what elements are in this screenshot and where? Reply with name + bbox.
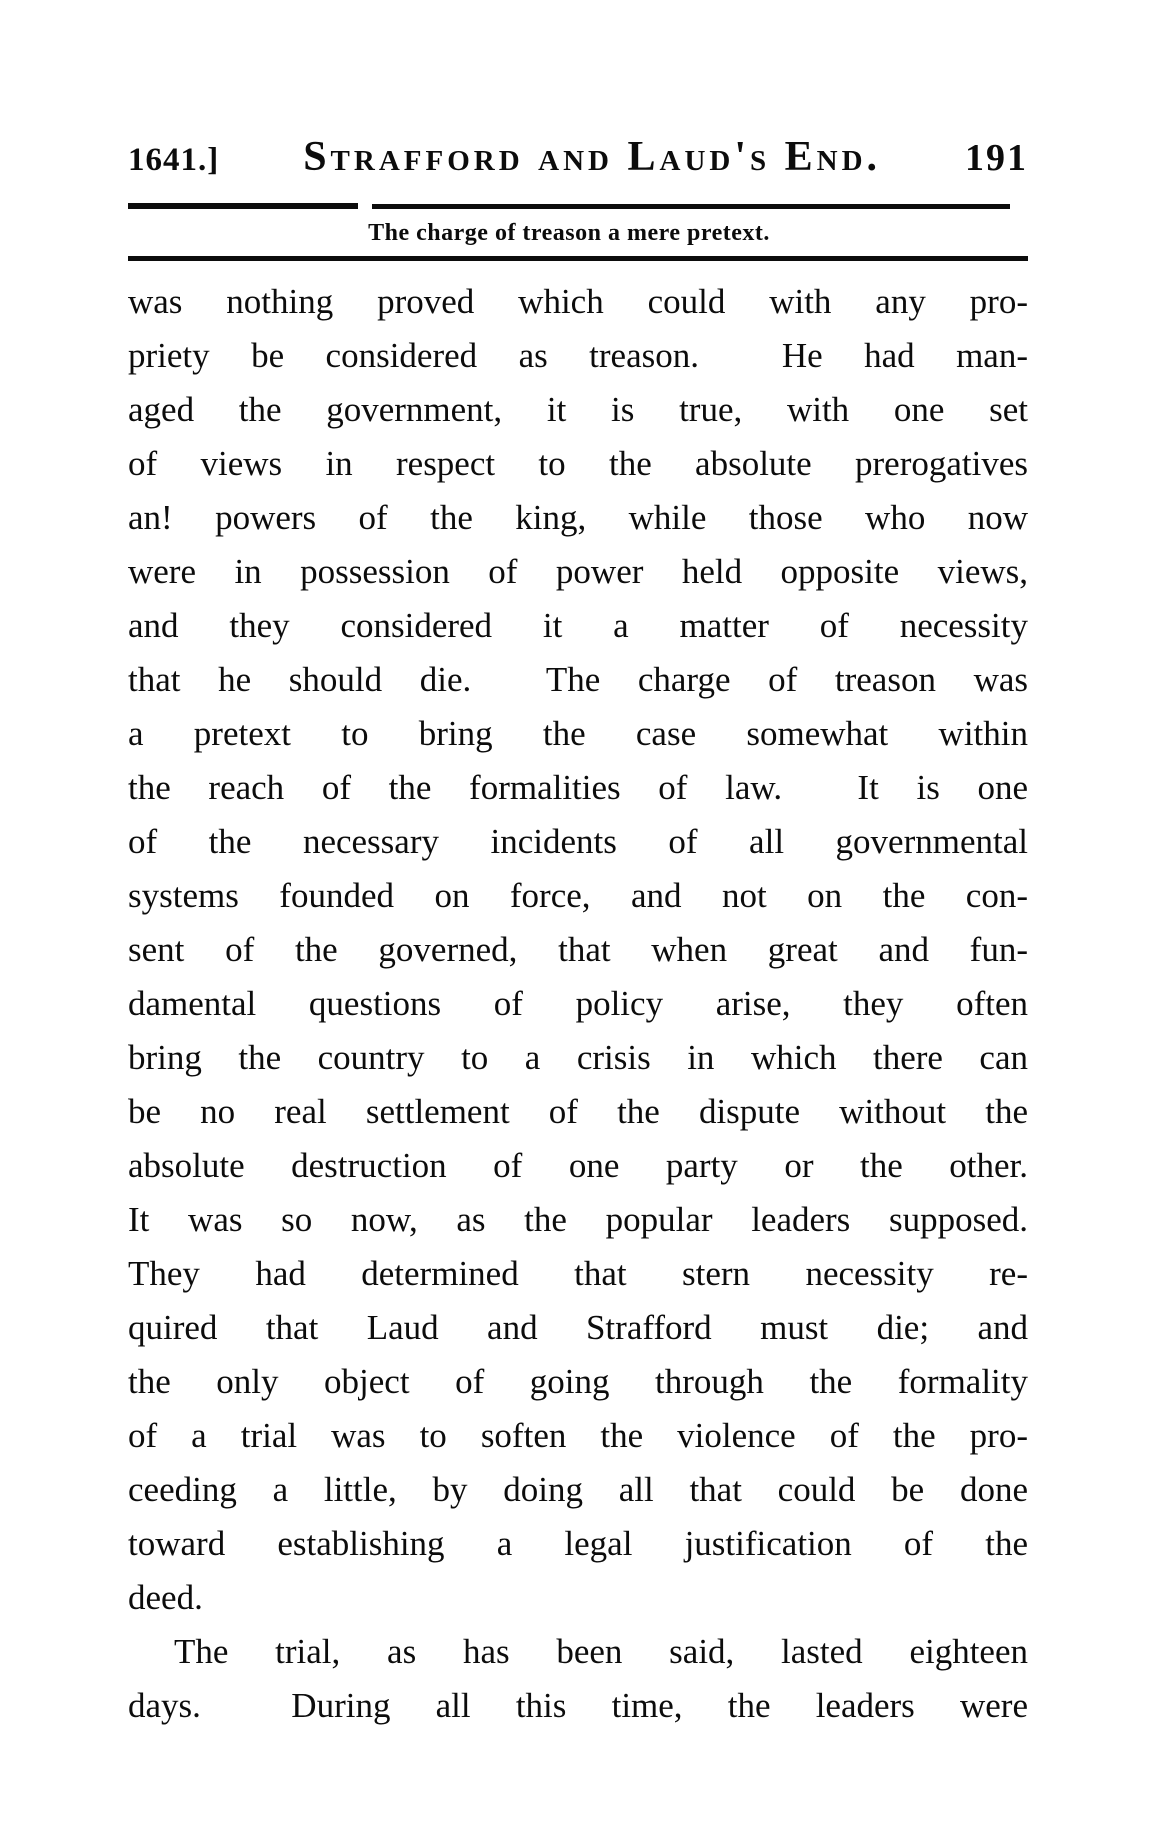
running-title: Strafford and Laud's End. (303, 134, 882, 180)
text-line: damental questions of policy arise, they often (128, 984, 1028, 1023)
text-line: was nothing proved which could with any pro- (128, 282, 1028, 321)
text-line: toward establishing a legal justification of the (128, 1524, 1028, 1563)
text-line: of a trial was to soften the violence of the pro- (128, 1416, 1028, 1455)
body-text (128, 275, 1028, 1733)
text-line: bring the country to a crisis in which there can (128, 1038, 1028, 1077)
caption-rule (128, 256, 1028, 261)
text-line: an! powers of the king, while those who now (128, 498, 1028, 537)
text-line: were in possession of power held opposite views, (128, 552, 1028, 591)
text-line: deed. (128, 1578, 203, 1617)
text-line: quired that Laud and Strafford must die; and (128, 1308, 1028, 1347)
section-caption: The charge of treason a mere pretext. (368, 220, 770, 246)
text-line: They had determined that stern necessity re- (128, 1254, 1028, 1293)
text-line: aged the government, it is true, with one set (128, 390, 1028, 429)
header-rule (128, 203, 1010, 209)
paragraph (128, 275, 1028, 1625)
paragraph (128, 1625, 1028, 1733)
text-line: days. During all this time, the leaders were (128, 1686, 1028, 1725)
header-rule-gap (358, 203, 372, 209)
text-line: It was so now, as the popular leaders supposed. (128, 1200, 1028, 1239)
text-line: the only object of going through the formality (128, 1362, 1028, 1401)
running-header (128, 133, 1028, 181)
text-line: be no real settlement of the dispute without the (128, 1092, 1028, 1131)
text-line: sent of the governed, that when great and fun- (128, 930, 1028, 969)
text-line: systems founded on force, and not on the con- (128, 876, 1028, 915)
header-rule-left-segment (128, 203, 358, 209)
text-line: ceeding a little, by doing all that could be done (128, 1470, 1028, 1509)
text-line: and they considered it a matter of necessity (128, 606, 1028, 645)
text-line: absolute destruction of one party or the other. (128, 1146, 1028, 1185)
text-line: of the necessary incidents of all governmental (128, 822, 1028, 861)
header-year: 1641.] (128, 142, 220, 178)
header-rule-right-segment (372, 204, 1010, 209)
text-line: priety be considered as treason. He had man- (128, 336, 1028, 375)
text-line: of views in respect to the absolute prerogatives (128, 444, 1028, 483)
text-line: a pretext to bring the case somewhat within (128, 714, 1028, 753)
page-number: 191 (964, 137, 1028, 179)
text-line: The trial, as has been said, lasted eighteen (174, 1632, 1028, 1671)
text-line: the reach of the formalities of law. It is one (128, 768, 1028, 807)
text-line: that he should die. The charge of treason was (128, 660, 1028, 699)
